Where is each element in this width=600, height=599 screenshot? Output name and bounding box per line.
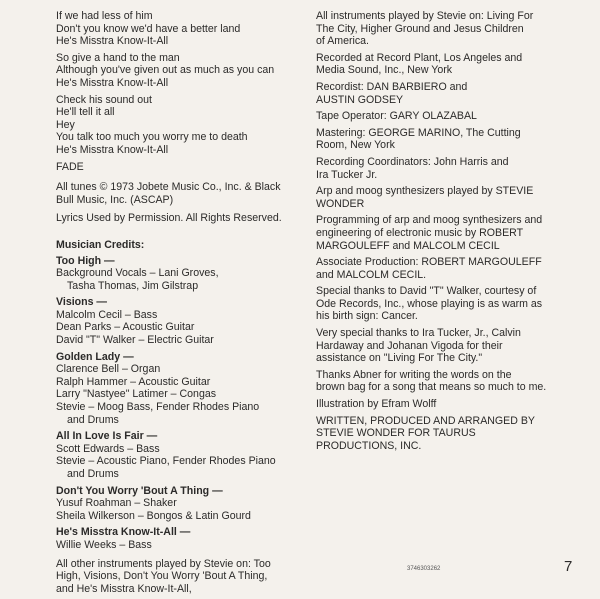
- paragraph-line: Tape Operator: GARY OLAZABAL: [316, 110, 477, 123]
- copyright-notice: [56, 181, 314, 206]
- lyric-line: He's Misstra Know-It-All: [56, 143, 169, 156]
- lyric-line: Check his sound out: [56, 93, 152, 106]
- paragraph-line: Special thanks to David "T" Walker, courtesy of: [316, 285, 537, 298]
- lyric-stanza: [56, 94, 314, 157]
- lyric-line: Hey: [56, 118, 75, 131]
- paragraph-line: STEVIE WONDER FOR TAURUS: [316, 427, 476, 440]
- paragraph-line: Associate Production: ROBERT MARGOULEFF: [316, 256, 542, 269]
- catalog-number: 3746303262: [407, 566, 441, 572]
- song-title: Visions —: [56, 296, 108, 309]
- paragraph-line: Recordist: DAN BARBIERO and: [316, 80, 468, 93]
- credit-paragraph: [316, 10, 578, 48]
- credit-paragraph: [316, 214, 578, 252]
- copyright-line: Bull Music, Inc. (ASCAP): [56, 193, 174, 206]
- paragraph-line: his birth sign: Cancer.: [316, 310, 418, 323]
- lyric-line: If we had less of him: [56, 10, 153, 22]
- credit-paragraph: [316, 398, 578, 411]
- song-credit: [56, 485, 314, 523]
- paragraph-line: WONDER: [316, 197, 365, 210]
- credit-line: Dean Parks – Acoustic Guitar: [56, 321, 195, 334]
- credit-line: Stevie – Moog Bass, Fender Rhodes Piano: [56, 401, 260, 414]
- credit-paragraph: [316, 327, 578, 365]
- left-column: [56, 10, 314, 599]
- credit-paragraph: [316, 127, 578, 152]
- lyric-stanza: [56, 10, 314, 48]
- paragraph-line: MARGOULEFF and MALCOLM CECIL: [316, 239, 500, 252]
- paragraph-line: The City, Higher Ground and Jesus Children: [316, 22, 524, 35]
- note-line: All other instruments played by Stevie on: Too: [56, 557, 271, 570]
- paragraph-line: Room, New York: [316, 139, 395, 152]
- paragraph-line: Very special thanks to Ira Tucker, Jr., Calvin: [316, 327, 521, 340]
- song-credit: [56, 296, 314, 346]
- permission-line: Lyrics Used by Permission. All Rights Reserved.: [56, 212, 282, 225]
- credit-line: Ralph Hammer – Acoustic Guitar: [56, 375, 211, 388]
- credit-line: Clarence Bell – Organ: [56, 363, 161, 376]
- credit-line: Willie Weeks – Bass: [56, 538, 152, 551]
- credit-paragraph: [316, 369, 578, 394]
- paragraph-line: Ode Records, Inc., whose playing is as warm as: [316, 297, 543, 310]
- paragraph-line: Mastering: GEORGE MARINO, The Cutting: [316, 126, 521, 139]
- lyric-stanza: [56, 52, 314, 90]
- lyric-line: He'll tell it all: [56, 106, 115, 119]
- musician-credits-heading: Musician Credits:: [56, 238, 145, 251]
- lyric-line: So give a hand to the man: [56, 51, 180, 64]
- paragraph-line: Media Sound, Inc., New York: [316, 64, 453, 77]
- credit-line: Sheila Wilkerson – Bongos & Latin Gourd: [56, 509, 251, 522]
- note-line: High, Visions, Don't You Worry 'Bout A Thing,: [56, 570, 268, 583]
- song-title: Too High —: [56, 254, 115, 267]
- paragraph-line: of America.: [316, 35, 369, 48]
- credit-line: Tasha Thomas, Jim Gilstrap: [67, 279, 199, 292]
- credit-paragraph: [316, 415, 578, 453]
- song-title: All In Love Is Fair —: [56, 430, 158, 443]
- song-title: Don't You Worry 'Bout A Thing —: [56, 484, 223, 497]
- credit-paragraph: [316, 185, 578, 210]
- credit-paragraph: [316, 81, 578, 106]
- song-credit: [56, 255, 314, 293]
- paragraph-line: Arp and moog synthesizers played by STEVIE: [316, 185, 534, 198]
- lyric-fade: FADE: [56, 160, 84, 173]
- lyric-line: He's Misstra Know-It-All: [56, 76, 169, 89]
- paragraph-line: engineering of electronic music by ROBERT: [316, 226, 524, 239]
- paragraph-line: assistance on "Living For The City.": [316, 352, 483, 365]
- paragraph-line: brown bag for a song that means so much to me.: [316, 381, 547, 394]
- paragraph-line: Ira Tucker Jr.: [316, 168, 378, 181]
- right-column: [316, 10, 578, 456]
- paragraph-line: Recorded at Record Plant, Los Angeles and: [316, 51, 523, 64]
- credit-line: Malcolm Cecil – Bass: [56, 308, 158, 321]
- credit-line: Stevie – Acoustic Piano, Fender Rhodes Piano: [56, 455, 276, 468]
- page-number: 7: [564, 558, 573, 575]
- song-credit: [56, 430, 314, 480]
- credit-line: Larry "Nastyee" Latimer – Congas: [56, 388, 217, 401]
- song-credit: [56, 526, 314, 551]
- paragraph-line: WRITTEN, PRODUCED AND ARRANGED BY: [316, 414, 535, 427]
- paragraph-line: All instruments played by Stevie on: Living For: [316, 10, 534, 22]
- credit-line: Scott Edwards – Bass: [56, 442, 160, 455]
- credit-paragraph: [316, 256, 578, 281]
- credit-line: and Drums: [67, 468, 119, 480]
- other-instruments-note: [56, 558, 314, 596]
- paragraph-line: PRODUCTIONS, INC.: [316, 439, 422, 452]
- copyright-line: All tunes © 1973 Jobete Music Co., Inc. & Black: [56, 181, 281, 194]
- song-title: He's Misstra Know-It-All —: [56, 526, 191, 539]
- credit-paragraph: [316, 285, 578, 323]
- paragraph-line: Thanks Abner for writing the words on the: [316, 368, 512, 381]
- permission-notice: [56, 212, 314, 225]
- lyric-line: You talk too much you worry me to death: [56, 131, 248, 144]
- song-title: Golden Lady —: [56, 350, 134, 363]
- note-line: and He's Misstra Know-It-All,: [56, 582, 192, 595]
- lyric-line: Don't you know we'd have a better land: [56, 22, 241, 35]
- lyric-line: Although you've given out as much as you can: [56, 64, 275, 77]
- paragraph-line: Illustration by Efram Wolff: [316, 398, 437, 411]
- paragraph-line: Programming of arp and moog synthesizers and: [316, 214, 543, 227]
- credit-line: David "T" Walker – Electric Guitar: [56, 334, 214, 347]
- credit-paragraph: [316, 110, 578, 123]
- paragraph-line: Recording Coordinators: John Harris and: [316, 155, 509, 168]
- paragraph-line: Hardaway and Johanan Vigoda for their: [316, 339, 503, 352]
- credit-line: Yusuf Roahman – Shaker: [56, 497, 177, 510]
- credit-line: Background Vocals – Lani Groves,: [56, 267, 219, 280]
- credit-line: and Drums: [67, 413, 119, 426]
- paragraph-line: and MALCOLM CECIL.: [316, 268, 427, 281]
- song-credit: [56, 351, 314, 427]
- credit-paragraph: [316, 156, 578, 181]
- lyric-stanza: [56, 161, 314, 174]
- credit-paragraph: [316, 52, 578, 77]
- paragraph-line: AUSTIN GODSEY: [316, 93, 404, 106]
- lyric-line: He's Misstra Know-It-All: [56, 35, 169, 48]
